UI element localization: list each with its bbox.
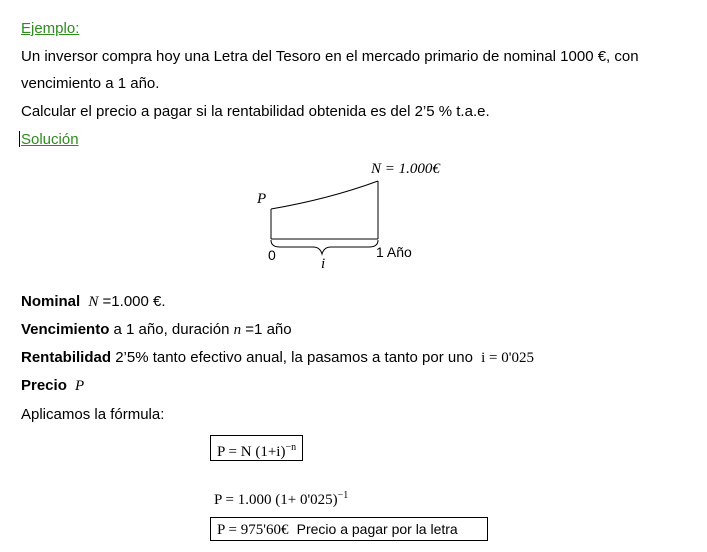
- time-zero-label: 0: [268, 247, 276, 263]
- price-symbol: P: [75, 378, 85, 394]
- nominal-definition: [21, 293, 166, 311]
- nominal-value: =1.000 €.: [102, 293, 166, 310]
- duration-symbol: n: [233, 322, 242, 338]
- yield-text: 2’5% tanto efectivo anual, la pasamos a tanto por uno: [115, 349, 473, 366]
- general-formula-exponent: −n: [285, 442, 297, 453]
- problem-line-2: vencimiento a 1 año.: [21, 75, 160, 92]
- rate-label: i: [321, 256, 326, 272]
- formula-box: [210, 435, 303, 461]
- nominal-symbol: N: [88, 294, 99, 310]
- maturity-definition: [21, 321, 292, 339]
- maturity-text: a 1 año, duración: [113, 321, 230, 338]
- result-formula: P = 975'60€: [217, 522, 289, 538]
- growth-curve: [271, 181, 378, 209]
- apply-formula-text: Aplicamos la fórmula:: [21, 406, 165, 423]
- nominal-term: Nominal: [21, 293, 81, 310]
- duration-value: =1 año: [245, 321, 292, 338]
- solution-heading[interactable]: Solución: [21, 131, 79, 148]
- price-definition: [21, 377, 84, 395]
- price-term: Precio: [21, 377, 67, 394]
- substituted-formula: [214, 490, 348, 509]
- general-formula: P = N (1+i): [217, 444, 286, 460]
- problem-line-1: Un inversor compra hoy una Letra del Tesoro en el mercado primario de nominal 1000 €, con: [21, 48, 639, 65]
- time-end-label: 1 Año: [376, 244, 412, 260]
- yield-term: Rentabilidad: [21, 349, 112, 366]
- period-brace: [271, 240, 378, 254]
- result-box: [210, 517, 488, 541]
- nominal-label: N = 1.000€: [371, 161, 440, 177]
- result-text: Precio a pagar por la letra: [296, 521, 458, 537]
- rate-formula: i = 0'025: [481, 350, 534, 366]
- example-heading[interactable]: Ejemplo:: [21, 20, 80, 37]
- present-value-label: P: [257, 191, 267, 207]
- yield-definition: [21, 349, 534, 367]
- maturity-term: Vencimiento: [21, 321, 110, 338]
- substituted-formula-exponent: −1: [337, 490, 349, 501]
- problem-line-3: Calcular el precio a pagar si la rentabilidad obtenida es del 2’5 % t.a.e.: [21, 103, 490, 120]
- substituted-formula-base: P = 1.000 (1+ 0'025): [214, 492, 338, 508]
